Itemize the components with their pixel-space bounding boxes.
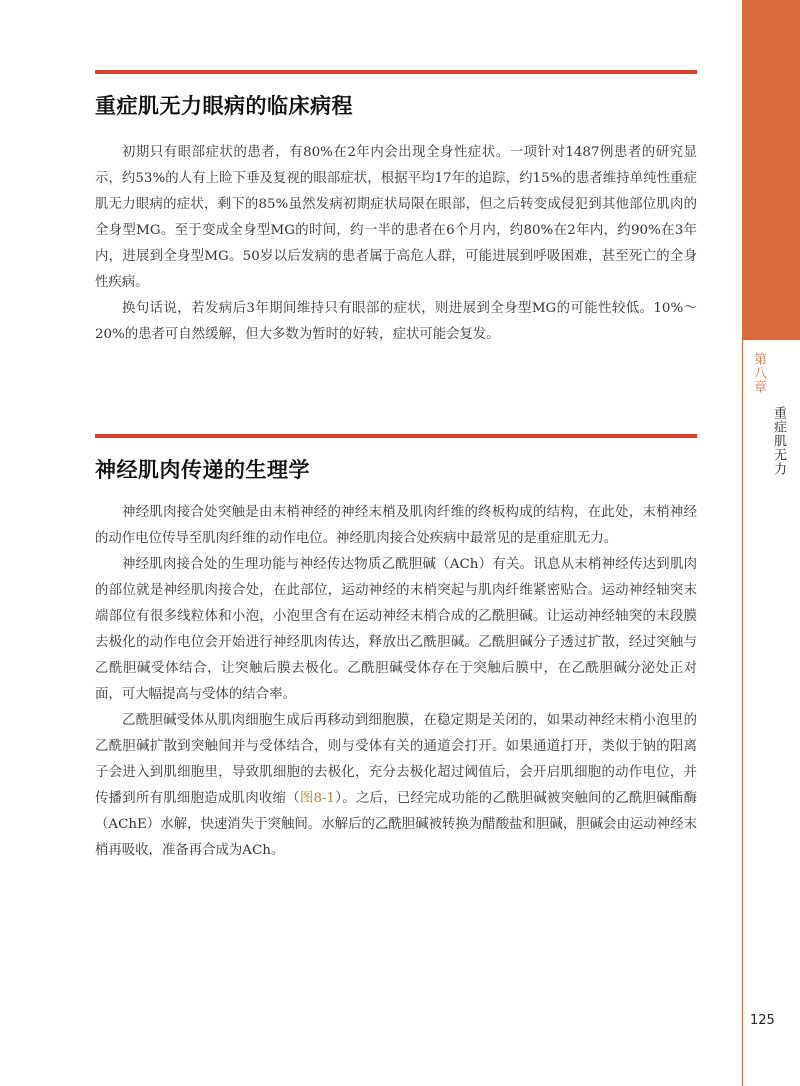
section-rule (95, 70, 697, 74)
paragraph (95, 708, 697, 864)
chapter-color-band (742, 0, 800, 340)
chapter-title: 重症肌无力 (771, 406, 786, 476)
paragraph: 初期只有眼部症状的患者，有80%在2年内会出现全身性症状。一项针对1487例患者的研究显示，约53%的人有上睑下垂及复视的眼部症状，根据平均17年的追踪，约15%的患者维持单纯性重症肌无力眼病的症状，剩下的85%虽然发病初期症状局限在眼部，但之后转变成侵犯到其他部位肌肉的全身型MG。至于变成全身型MG的时间，约一半的患者在6个月内，约80%在2年内，约90%在3年内，进展到全身型MG。50岁以后发病的患者属于高危人群，可能进展到呼吸困难，甚至死亡的全身性疾病。 (95, 145, 697, 290)
paragraph: 神经肌肉接合处的生理功能与神经传达物质乙酰胆碱（ACh）有关。讯息从末梢神经传达到肌肉的部位就是神经肌肉接合处，在此部位，运动神经的末梢突起与肌肉纤维紧密贴合。运动神经轴突末端部位有很多线粒体和小泡，小泡里含有在运动神经末梢合成的乙酰胆碱。让运动神经轴突的末段膜去极化的动作电位会开始进行神经肌肉传达，释放出乙酰胆碱。乙酰胆碱分子透过扩散，经过突触与乙酰胆碱受体结合，让突触后膜去极化。乙酰胆碱受体存在于突触后膜中，在乙酰胆碱分泌处正对面，可大幅提高与受体的结合率。 (95, 557, 697, 702)
page-number: 125 (750, 1013, 775, 1028)
paragraph: 神经肌肉接合处突触是由末梢神经的神经末梢及肌肉纤维的终板构成的结构，在此处，末梢神经的动作电位传导至肌肉纤维的动作电位。神经肌肉接合处疾病中最常见的是重症肌无力。 (95, 505, 697, 546)
section-heading: 重症肌无力眼病的临床病程 (95, 94, 353, 118)
margin-rule (742, 0, 743, 1086)
figure-reference-link[interactable]: 图8-1 (299, 791, 336, 806)
section-clinical-course (95, 70, 697, 348)
section-heading: 神经肌肉传递的生理学 (95, 458, 310, 482)
section-rule (95, 434, 697, 438)
section-physiology (95, 434, 697, 864)
paragraph: 换句话说，若发病后3年期间维持只有眼部的症状，则进展到全身型MG的可能性较低。10%～20%的患者可自然缓解，但大多数为暂时的好转，症状可能会复发。 (95, 301, 697, 342)
chapter-number: 第八章 (751, 352, 766, 394)
paragraph-text: ）。之后，已经完成功能的乙酰胆碱被突触间的乙酰胆碱酯酶（AChE）水解，快速消失于突触间。水解后的乙酰胆碱被转换为醋酸盐和胆碱，胆碱会由运动神经末梢再吸收，准备再合成为ACh。 (95, 791, 697, 858)
paragraph-text: 乙酰胆碱受体从肌肉细胞生成后再移动到细胞膜，在稳定期是关闭的，如果动神经末梢小泡里的乙酰胆碱扩散到突触间并与受体结合，则与受体有关的通道会打开。如果通道打开，类似于钠的阳离子会进入到肌细胞里，导致肌细胞的去极化，充分去极化超过阈值后，会开启肌细胞的动作电位，并传播到所有肌细胞造成肌肉收缩（ (95, 713, 697, 806)
